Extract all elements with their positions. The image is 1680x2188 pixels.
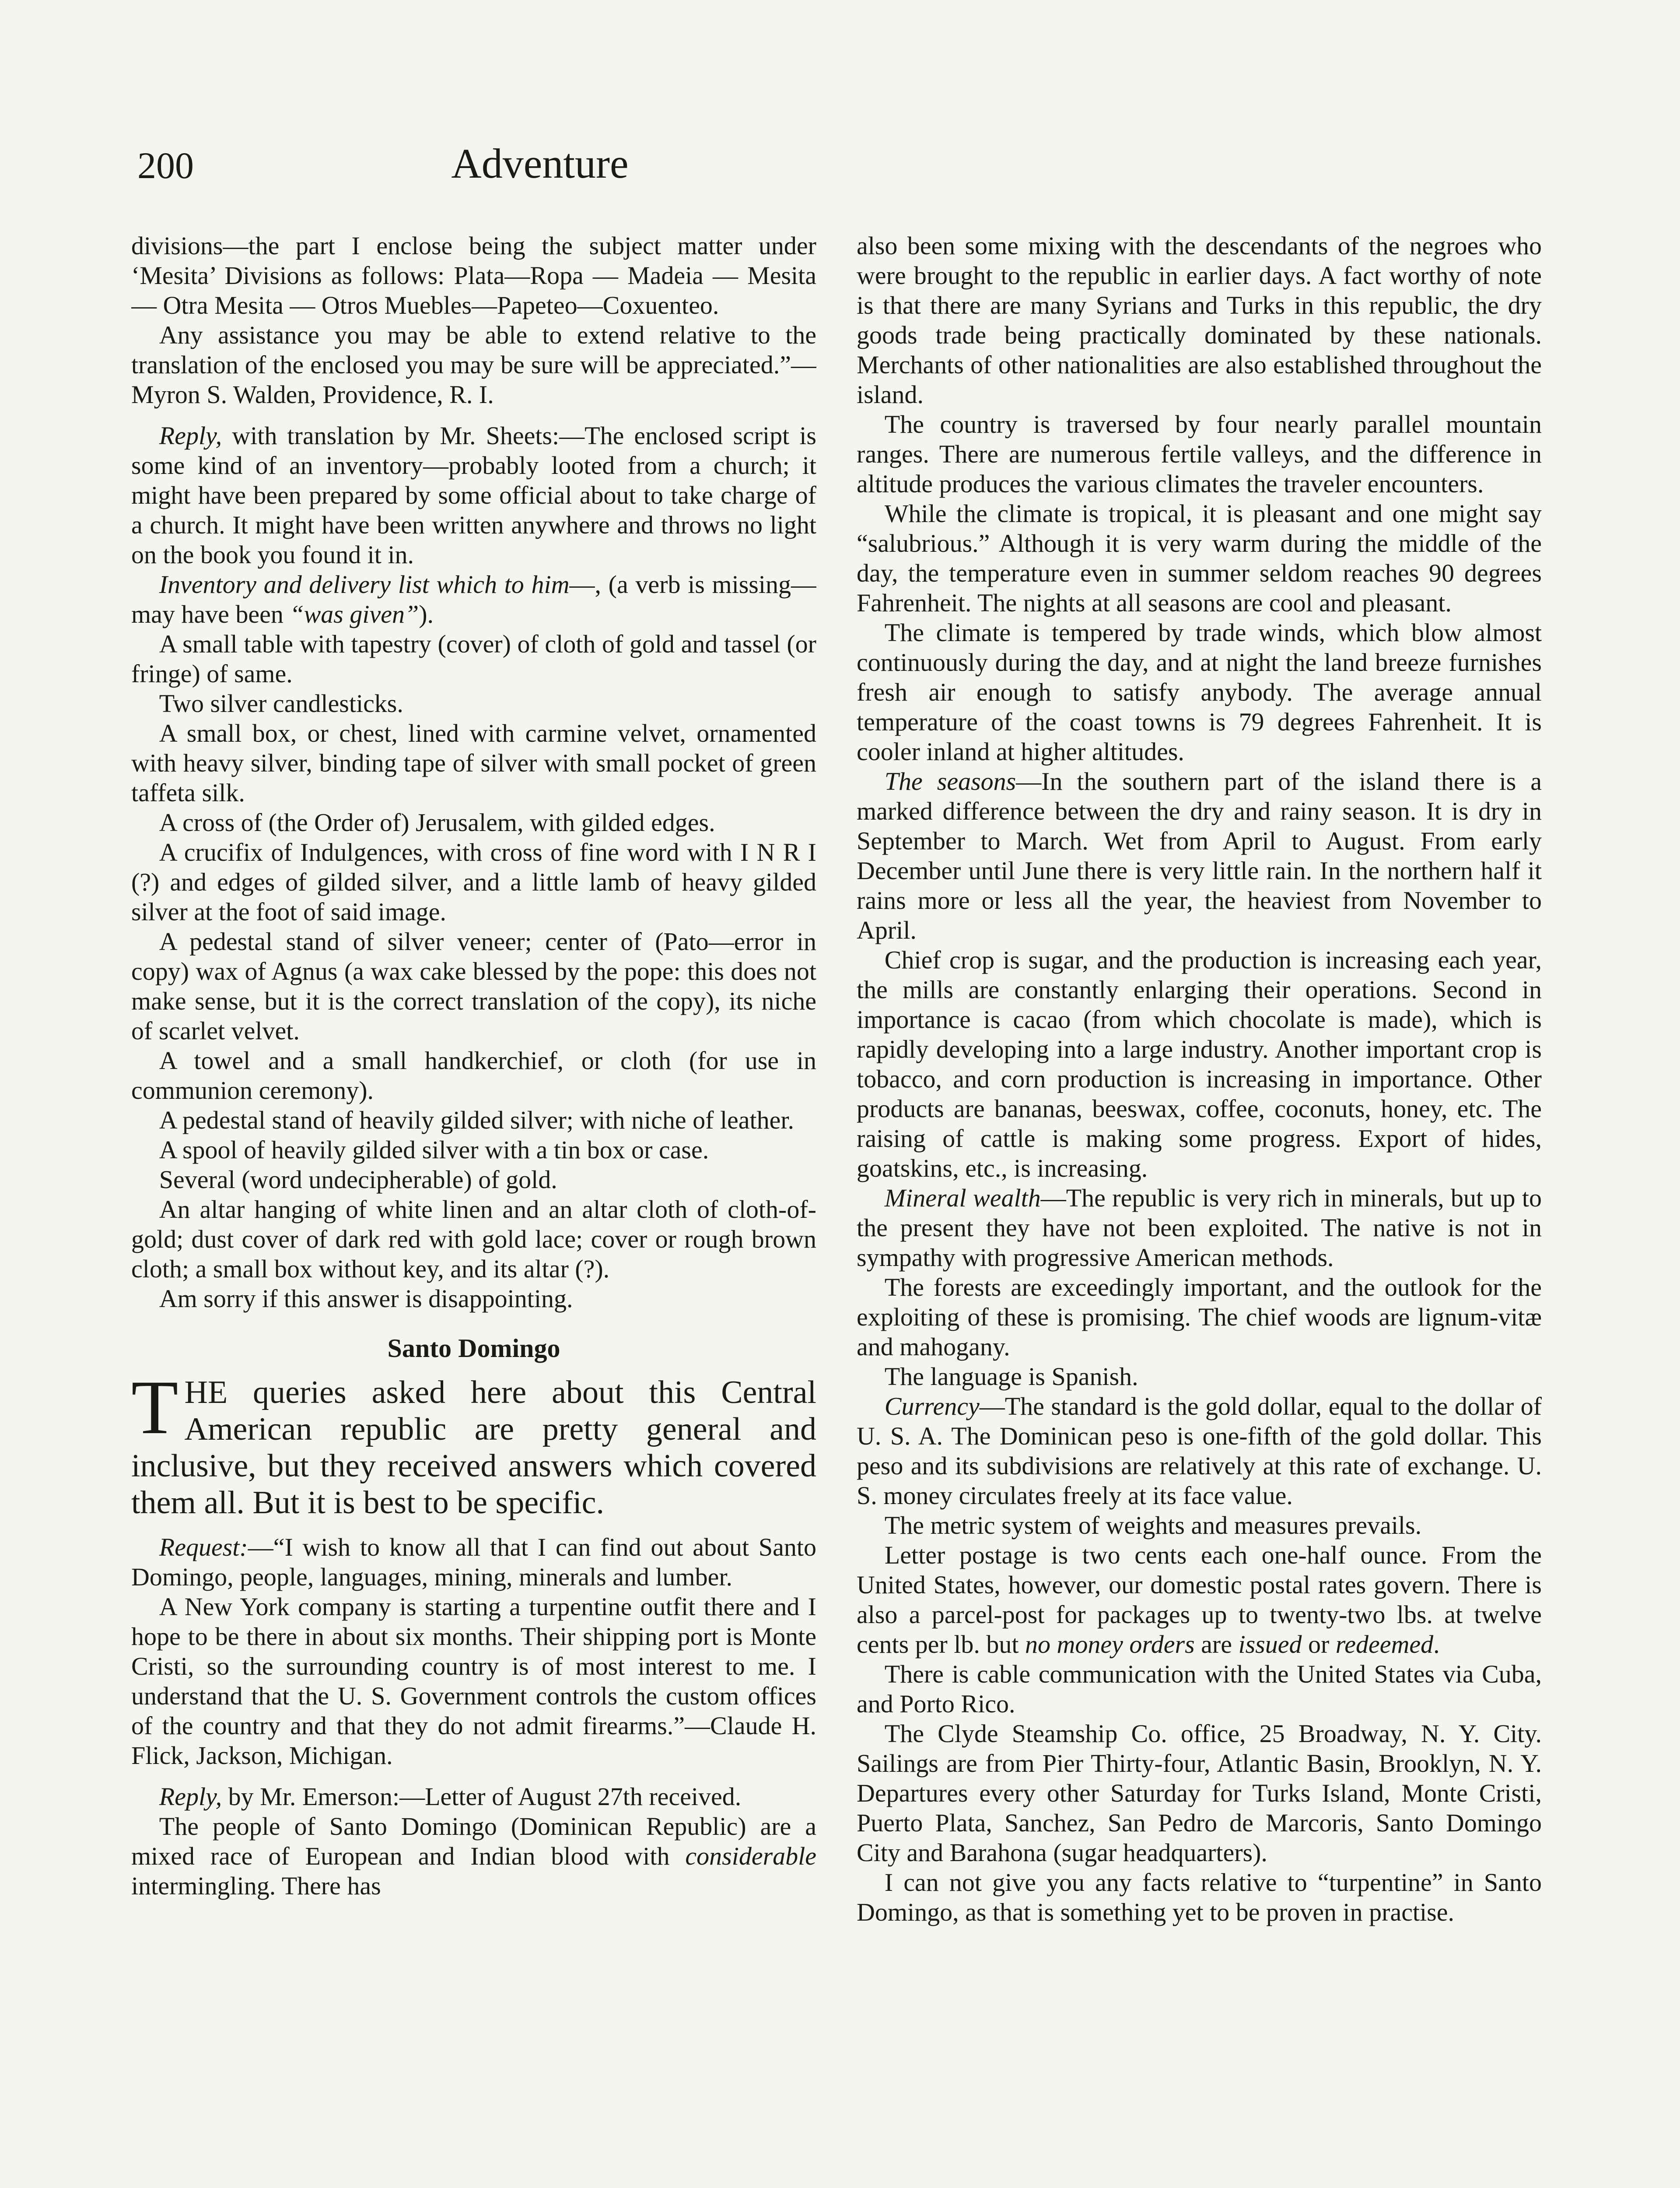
page-header [137,139,942,196]
emphasis: redeemed [1335,1630,1434,1659]
text-run: —In the southern part of the island there is a marked difference between the dry and rainy season. It is dry in September to March. Wet from April to August. From early December until June there is very little rain. In the northern half it rains more or less all the year, the heaviest from November to April. [857,767,1542,944]
right-column [857,231,1542,2188]
paragraph: Any assistance you may be able to extend relative to the translation of the enclosed you may be sure will be appreciated.”—Myron S. Walden, Providence, R. I. [131,321,816,409]
text-run: Letter postage is two cents each one-half ounce. From the United States, however, our domestic postal rates govern. There is also a parcel-post for packages up to twenty-two lbs. at twelve cents per lb. but [857,1541,1542,1659]
text-run: The people of Santo Domingo (Dominican Republic) are a mixed race of European and Indian blood with [131,1812,816,1870]
request-label: Request: [159,1533,248,1561]
paragraph: A New York company is starting a turpentine outfit there and I hope to be there in about six months. Their shipping port is Monte Cristi, so the surrounding country is of most interest to me. I understand that the U. S. Government controls the custom offices of the country and that they do not admit firearms.”—Claude H. Flick, Jackson, Michigan. [131,1592,816,1770]
paragraph [857,1392,1542,1511]
text-run: are [1194,1630,1239,1659]
inventory-item: A pedestal stand of heavily gilded silver; with niche of leather. [159,1106,794,1134]
text-run: or [1302,1630,1336,1659]
paragraph: While the climate is tropical, it is pleasant and one might say “salubrious.” Although it is very warm during the middle of the day, the temperature even in summer seldom reaches 90 degrees Fahrenheit. The nights at all seasons are cool and pleasant. [857,499,1542,617]
lede-text: HE queries asked here about this Central American republic are pretty general and inclusive, but they received answers which covered them all. But it is best to be specific. [131,1375,816,1521]
reply-label: Reply, [159,1782,222,1811]
subhead-label: The seasons [884,767,1016,796]
reply-paragraph [131,421,816,570]
paragraph [131,1812,816,1901]
paragraph: The Clyde Steamship Co. office, 25 Broadway, N. Y. City. Sailings are from Pier Thirty-four, Atlantic Basin, Brooklyn, N. Y. Departures every other Saturday for Turks Island, Monte Cristi, Puerto Plata, Sanchez, San Pedro de Marcoris, Santo Domingo City and Barahona (sugar headquarters). [857,1719,1542,1867]
inventory-heading [131,570,816,629]
paragraph: The climate is tempered by trade winds, which blow almost continuously during the day, and at night the land breeze furnishes fresh air enough to satisfy anybody. The average annual temperature of the coast towns is 79 degrees Fahrenheit. It is cooler inland at higher altitudes. [857,618,1542,766]
paragraph: divisions—the part I enclose being the subject matter under ‘Mesita’ Divisions as follows: Plata—Ropa — Madeia — Mesita — Otra Mesita — Otros Muebles—Papeteo—Coxuenteo. [131,231,816,319]
reply-label: Reply, [159,421,222,450]
lede-paragraph [131,1365,816,1521]
inventory-item: A towel and a small handkerchief, or cloth (for use in communion ceremony). [131,1046,816,1105]
paragraph: I can not give you any facts relative to “turpentine” in Santo Domingo, as that is something yet to be proven in practise. [857,1868,1542,1926]
reply-paragraph [131,1782,816,1812]
reply-text: with translation by Mr. Sheets:—The enclosed script is some kind of an inventory—probably looted from a church; it might have been prepared by some official about to take charge of a church. It might have been written anywhere and throws no light on the book you found it in. [131,421,816,569]
inventory-item: Several (word undecipherable) of gold. [159,1165,557,1194]
paragraph: Chief crop is sugar, and the production is increasing each year, the mills are constantly enlarging their operations. Second in importance is cacao (from which chocolate is made), which is rapidly developing into a large industry. Another important crop is tobacco, and corn production is increasing in importance. Other products are bananas, beeswax, coffee, coconuts, honey, etc. The raising of cattle is making some progress. Export of hides, goatskins, etc., is increasing. [857,946,1542,1182]
drop-cap: T [131,1365,178,1450]
inventory-item: A spool of heavily gilded silver with a tin box or case. [159,1136,709,1164]
paragraph: The forests are exceedingly important, and the outlook for the exploiting of these is promising. The chief woods are lignum-vitæ and mahogany. [857,1273,1542,1361]
inventory-item: A cross of (the Order of) Jerusalem, with gilded edges. [159,808,715,837]
subhead-label: Currency [884,1392,980,1420]
text-run: intermingling. There has [131,1872,381,1900]
paragraph [857,767,1542,945]
inventory-item: A small table with tapestry (cover) of cloth of gold and tassel (or fringe) of same. [131,630,816,688]
request-paragraph [131,1532,816,1592]
inventory-item: A small box, or chest, lined with carmine velvet, ornamented with heavy silver, binding tape of silver with small pocket of green taffeta silk. [131,719,816,807]
text-run: —The republic is very rich in minerals, but up to the present they have not been exploited. The native is not in sympathy with progressive American methods. [857,1184,1542,1272]
paragraph: There is cable communication with the United States via Cuba, and Porto Rico. [857,1660,1542,1718]
section-title: Santo Domingo [387,1334,560,1363]
emphasis: issued [1238,1630,1302,1659]
inventory-given: “was given” [290,600,419,628]
subhead-label: Mineral wealth [884,1184,1041,1212]
inventory-title: Inventory and delivery list which to him [159,570,570,599]
request-text: —“I wish to know all that I can find out about Santo Domingo, people, languages, mining, minerals and lumber. [131,1533,816,1591]
emphasis: considerable [685,1842,816,1870]
paragraph: The metric system of weights and measures prevails. [884,1511,1422,1539]
emphasis: no money orders [1025,1630,1195,1659]
inventory-item: An altar hanging of white linen and an altar cloth of cloth-of-gold; dust cover of dark red with gold lace; cover or rough brown cloth; a small box without key, and its altar (?). [131,1195,816,1283]
reply-text: by Mr. Emerson:—Letter of August 27th received. [222,1782,742,1811]
text-run: —The standard is the gold dollar, equal to the dollar of U. S. A. The Dominican peso is one-fifth of the gold dollar. This peso and its subdivisions are relatively at this rate of exchange. U. S. money circulates freely at its face value. [857,1392,1542,1510]
text-run: . [1433,1630,1440,1659]
paragraph: The country is traversed by four nearly parallel mountain ranges. There are numerous fertile valleys, and the difference in altitude produces the various climates the traveler encounters. [857,410,1542,498]
inventory-end: ). [419,600,434,628]
paragraph: also been some mixing with the descendants of the negroes who were brought to the republic in earlier days. A fact worthy of note is that there are many Syrians and Turks in this republic, the dry goods trade being practically dominated by these nationals. Merchants of other nationalities are also established throughout the island. [857,231,1542,409]
inventory-item: Am sorry if this answer is disappointing. [159,1284,573,1313]
running-title: Adventure [451,140,629,187]
inventory-item: A crucifix of Indulgences, with cross of fine word with I N R I (?) and edges of gilded silver, and a little lamb of heavy gilded silver at the foot of said image. [131,838,816,926]
paragraph: The language is Spanish. [884,1362,1138,1391]
paragraph [857,1540,1542,1659]
page-number: 200 [137,144,194,186]
paragraph [857,1183,1542,1273]
inventory-item: A pedestal stand of silver veneer; center of (Pato—error in copy) wax of Agnus (a wax cake blessed by the pope: this does not make sense, but it is the correct translation of the copy), its niche of scarlet velvet. [131,927,816,1045]
left-column [131,231,816,2188]
inventory-item: Two silver candlesticks. [159,689,403,718]
inventory-note: —, (a verb is missing—may have been [131,570,816,628]
